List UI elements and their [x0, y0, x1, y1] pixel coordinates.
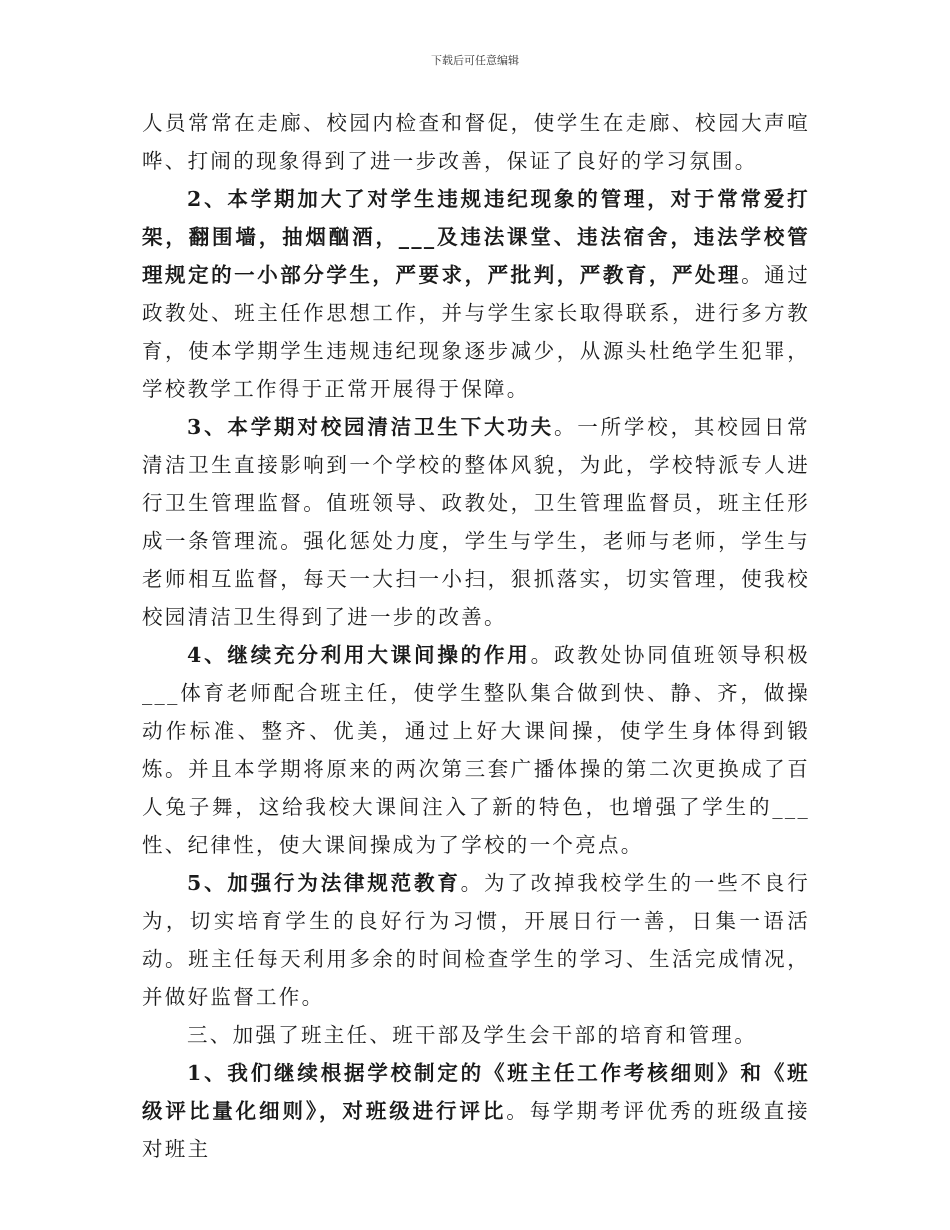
document-body [142, 104, 810, 1168]
paragraph-4-heading: 4、继续充分利用大课间操的作用 [187, 643, 531, 667]
paragraph-2 [142, 180, 810, 408]
paragraph-5-text: 。为了改掉我校学生的一些不良行为，切实培育学生的良好行为习惯，开展日行一善，日集一语活动。班主任每天利用多余的时间检查学生的学习、生活完成情况，并做好监督工作。 [142, 871, 810, 1009]
paragraph-7-text: 。每学期考评优秀的班级直接对班主 [142, 1099, 810, 1161]
paragraph-3-text: 。一所学校，其校园日常清洁卫生直接影响到一个学校的整体风貌，为此，学校特派专人进行卫生管理监督。值班领导、政教处，卫生管理监督员，班主任形成一条管理流。强化惩处力度，学生与学生，老师与老师，学生与老师相互监督，每天一大扫一小扫，狠抓落实，切实管理，使我校校园清洁卫生得到了进一步的改善。 [142, 415, 810, 629]
section-heading-3 [142, 1016, 810, 1054]
paragraph-1-text: 人员常常在走廊、校园内检查和督促，使学生在走廊、校园大声喧哗、打闹的现象得到了进一步改善，保证了良好的学习氛围。 [142, 111, 810, 173]
paragraph-5 [142, 864, 810, 1016]
paragraph-5-heading: 5、加强行为法律规范教育 [187, 871, 461, 895]
page-header: 下载后可任意编辑 [431, 54, 519, 67]
paragraph-1 [142, 104, 810, 180]
paragraph-3-heading: 3、本学期对校园清洁卫生下大功夫 [187, 415, 554, 439]
paragraph-7-heading: 1、我们继续根据学校制定的《班主任工作考核细则》和《班级评比量化细则》，对班级进行评比 [142, 1061, 810, 1123]
paragraph-3 [142, 408, 810, 636]
paragraph-2-text: 。通过政教处、班主任作思想工作，并与学生家长取得联系，进行多方教育，使本学期学生违规违纪现象逐步减少，从源头杜绝学生犯罪，学校教学工作得于正常开展得于保障。 [142, 263, 810, 401]
paragraph-7 [142, 1054, 810, 1168]
paragraph-4-text: 。政教处协同值班领导积极___体育老师配合班主任，使学生整队集合做到快、静、齐，做操动作标准、整齐、优美，通过上好大课间操，使学生身体得到锻炼。并且本学期将原来的两次第三套广播体操的第二次更换成了百人兔子舞，这给我校大课间注入了新的特色，也增强了学生的___性、纪律性，使大课间操成为了学校的一个亮点。 [142, 643, 810, 857]
paragraph-2-heading: 2、本学期加大了对学生违规违纪现象的管理，对于常常爱打架，翻围墙，抽烟酗酒，___及违法课堂、违法宿舍，违法学校管理规定的一小部分学生，严要求，严批判，严教育，严处理 [142, 187, 810, 287]
paragraph-4 [142, 636, 810, 864]
section-heading-3-text: 三、加强了班主任、班干部及学生会干部的培育和管理。 [187, 1023, 757, 1047]
